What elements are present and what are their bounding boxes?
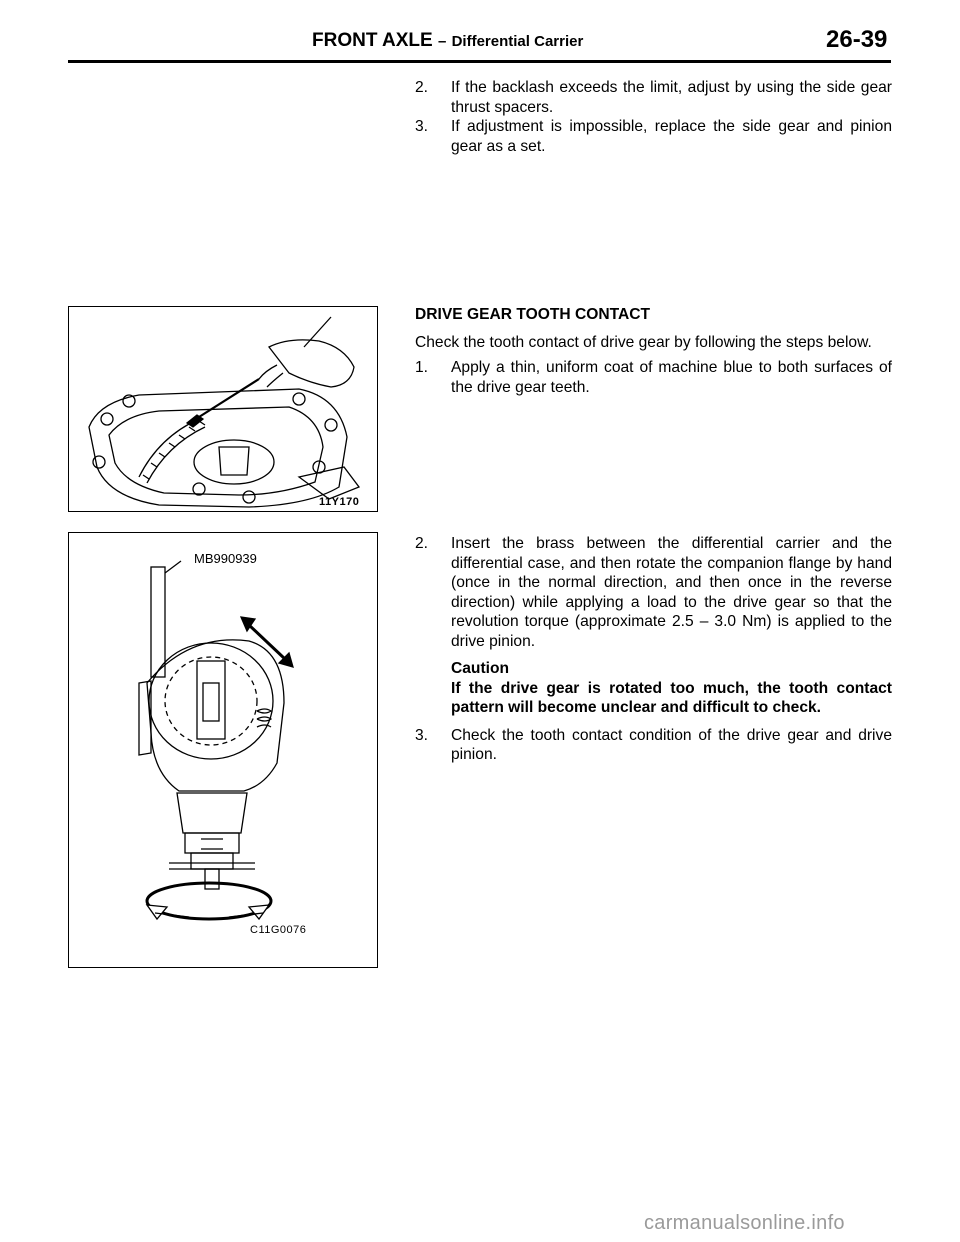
tooth-step-2 <box>415 534 892 651</box>
tooth-contact-steps <box>415 534 892 765</box>
step-number: 2. <box>415 535 429 552</box>
tool-label: MB990939 <box>194 551 257 566</box>
intro-step-2 <box>415 78 892 117</box>
tooth-step-3 <box>415 726 892 765</box>
step-text: If adjustment is impossible, replace the side gear and pinion gear as a set. <box>451 118 892 155</box>
section-title: FRONT AXLE <box>312 30 433 51</box>
step-number: 3. <box>415 726 429 744</box>
page-header-title <box>312 30 583 52</box>
step-number: 3. <box>415 118 429 135</box>
step-text: Insert the brass between the differential carrier and the differential case, and then rotate the companion flange by hand (once in the normal direction, and then once in the reverse direction) while applying a load to the drive gear so that the revolution torque (approximate 2.5 – 3.0 Nm) is applied to the drive pinion. <box>451 535 892 650</box>
figure-machine-blue <box>68 306 378 512</box>
step-text: Apply a thin, uniform coat of machine blue to both surfaces of the drive gear teeth. <box>451 359 892 396</box>
step-text: Check the tooth contact condition of the drive gear and drive pinion. <box>451 726 892 763</box>
figure-code: 11Y170 <box>319 496 360 508</box>
step-number: 1. <box>415 359 429 376</box>
caution-title: Caution <box>451 660 510 677</box>
page-number: 26-39 <box>826 26 888 53</box>
figure-code: C11G0076 <box>250 924 307 936</box>
caution-text: If the drive gear is rotated too much, the tooth contact pattern will become unclear and difficult to check. <box>451 679 892 716</box>
drive-gear-illustration <box>69 307 379 513</box>
title-dash: – <box>437 33 447 50</box>
section-intro: Check the tooth contact of drive gear by following the steps below. <box>415 333 872 351</box>
intro-steps <box>415 78 892 156</box>
intro-step-3 <box>415 117 892 156</box>
figure-rotate-flange <box>68 532 378 968</box>
watermark: carmanualsonline.info <box>644 1212 845 1234</box>
header-divider <box>68 60 891 63</box>
step-text: If the backlash exceeds the limit, adjust by using the side gear thrust spacers. <box>451 79 892 116</box>
differential-carrier-illustration <box>69 533 379 969</box>
section-heading: DRIVE GEAR TOOTH CONTACT <box>415 306 651 323</box>
step-number: 2. <box>415 79 429 96</box>
tooth-contact-section <box>415 305 892 397</box>
subsection-title: Differential Carrier <box>451 33 584 50</box>
tooth-step-1 <box>415 358 892 397</box>
